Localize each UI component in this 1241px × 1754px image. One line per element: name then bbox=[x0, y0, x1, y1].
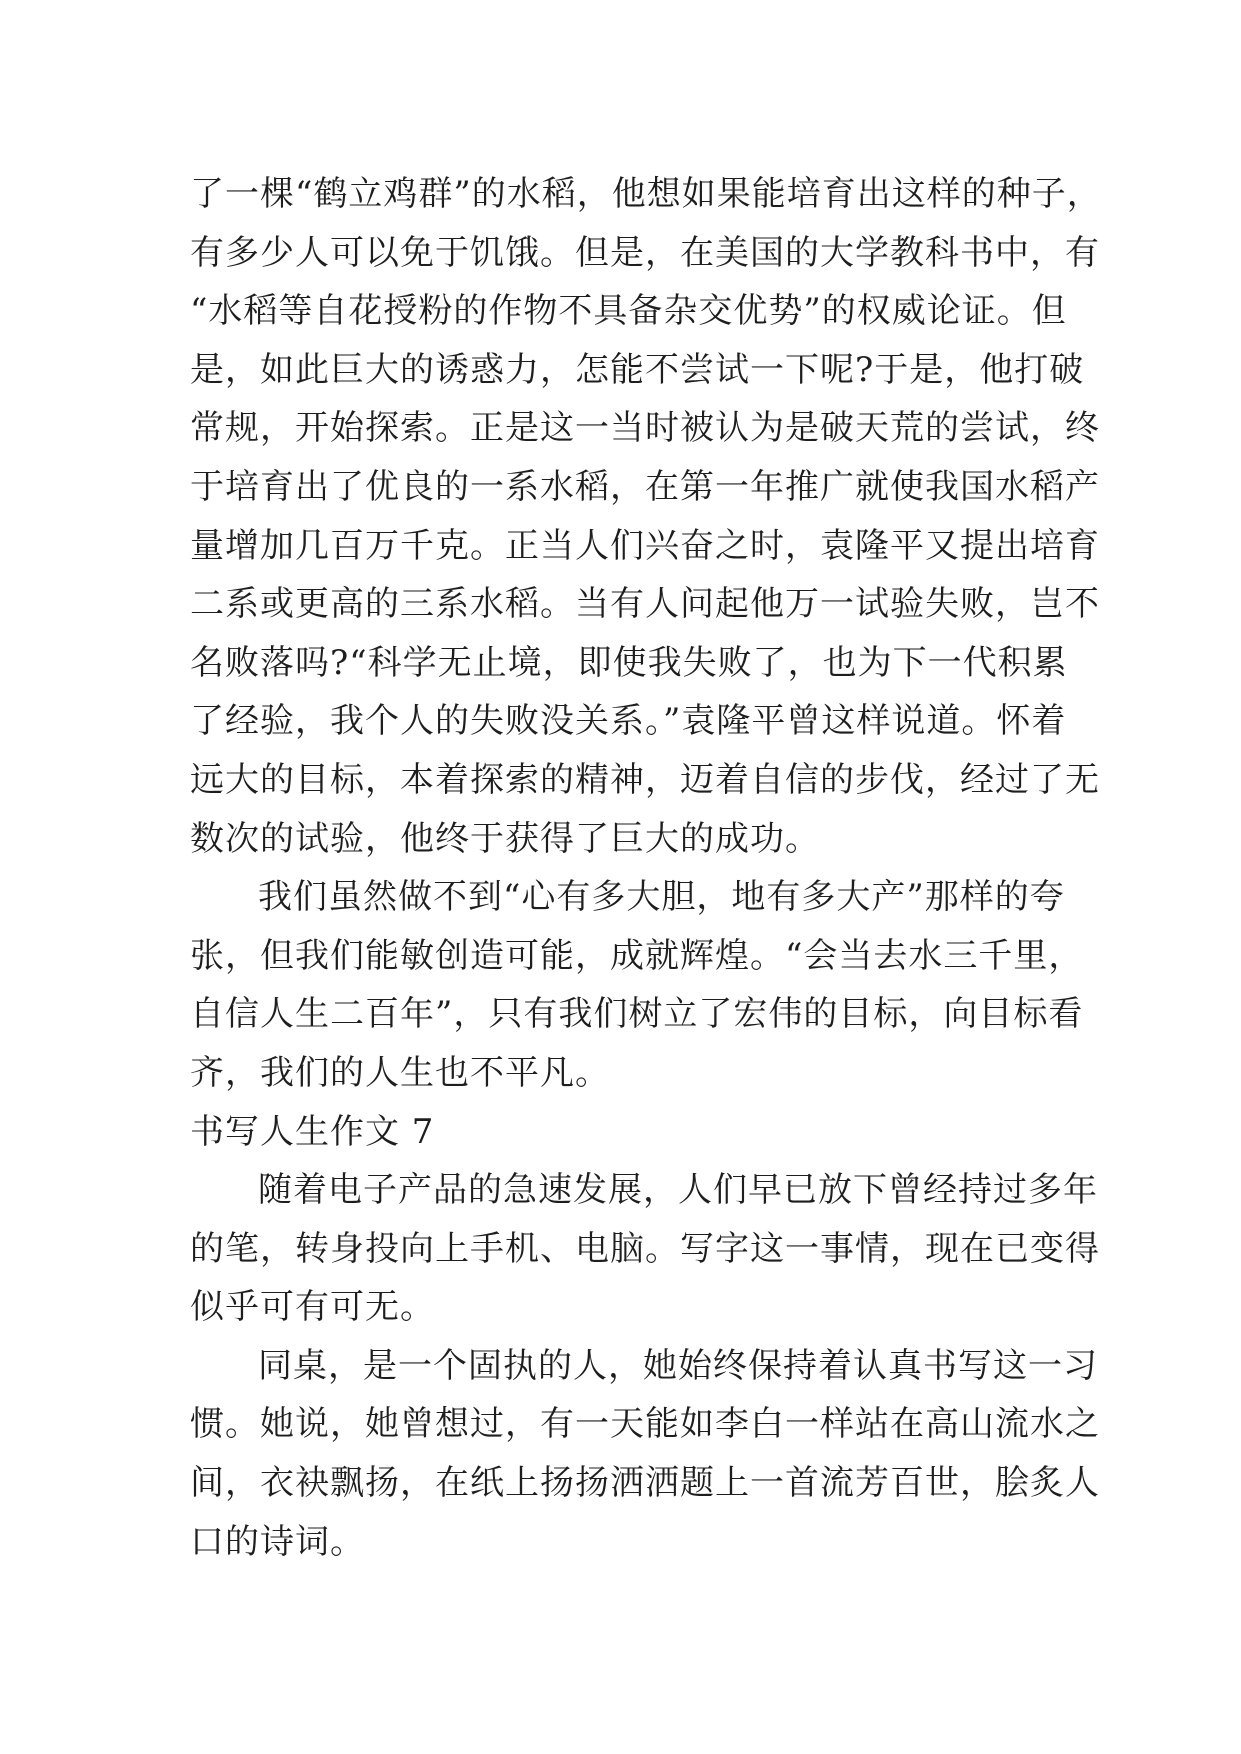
text-line: 口的诗词。 bbox=[190, 1521, 365, 1562]
text-line: “水稻等自花授粉的作物不具备杂交优势”的权威论证。但 bbox=[190, 291, 1067, 332]
text-line: 齐，我们的人生也不平凡。 bbox=[190, 1052, 610, 1093]
paragraph-yuan-longping bbox=[190, 165, 1102, 868]
text-line: 惯。她说，她曾想过，有一天能如李白一样站在高山流水之 bbox=[190, 1404, 1100, 1445]
text-line: 二系或更高的三系水稻。当有人问起他万一试验失败，岂不 bbox=[190, 584, 1100, 625]
section-heading bbox=[190, 1103, 1050, 1162]
paragraph-conclusion bbox=[190, 868, 1084, 1102]
text-line: 的笔，转身投向上手机、电脑。写字这一事情，现在已变得 bbox=[190, 1228, 1100, 1269]
text-line: 张，但我们能敏创造可能，成就辉煌。“会当去水三千里， bbox=[190, 935, 1084, 976]
text-line: 似乎可有可无。 bbox=[190, 1287, 435, 1328]
text-line: 随着电子产品的急速发展，人们早已放下曾经持过多年 bbox=[258, 1170, 1098, 1211]
text-line: 量增加几百万千克。正当人们兴奋之时，袁隆平又提出培育 bbox=[190, 525, 1100, 566]
text-line: 同桌，是一个固执的人，她始终保持着认真书写这一习 bbox=[258, 1345, 1098, 1386]
text-line: 远大的目标，本着探索的精神，迈着自信的步伐，经过了无 bbox=[190, 759, 1100, 800]
heading-text: 书写人生作文 7 bbox=[190, 1111, 435, 1152]
text-line: 于培育出了优良的一系水稻，在第一年推广就使我国水稻产 bbox=[190, 466, 1100, 507]
text-line: 我们虽然做不到“心有多大胆，地有多大产”那样的夸 bbox=[258, 877, 1065, 918]
text-line: 了一棵“鹤立鸡群”的水稻，他想如果能培育出这样的种子， bbox=[190, 174, 1102, 214]
text-line: 间，衣袂飘扬，在纸上扬扬洒洒题上一首流芳百世，脍炙人 bbox=[190, 1463, 1100, 1504]
paragraph-electronics bbox=[190, 1161, 1100, 1337]
text-line: 数次的试验，他终于获得了巨大的成功。 bbox=[190, 818, 820, 859]
text-line: 名败落吗?“科学无止境，即使我失败了，也为下一代积累 bbox=[190, 642, 1068, 683]
text-line: 有多少人可以免于饥饿。但是，在美国的大学教科书中，有 bbox=[190, 232, 1100, 273]
text-line: 是，如此巨大的诱惑力，怎能不尝试一下呢?于是，他打破 bbox=[190, 349, 1085, 390]
text-line: 常规，开始探索。正是这一当时被认为是破天荒的尝试，终 bbox=[190, 408, 1100, 449]
text-line: 自信人生二百年”，只有我们树立了宏伟的目标，向目标看 bbox=[190, 994, 1084, 1035]
paragraph-deskmate bbox=[190, 1337, 1100, 1571]
document-body bbox=[190, 165, 1102, 1571]
text-line: 了经验，我个人的失败没关系。”袁隆平曾这样说道。怀着 bbox=[190, 701, 1067, 742]
